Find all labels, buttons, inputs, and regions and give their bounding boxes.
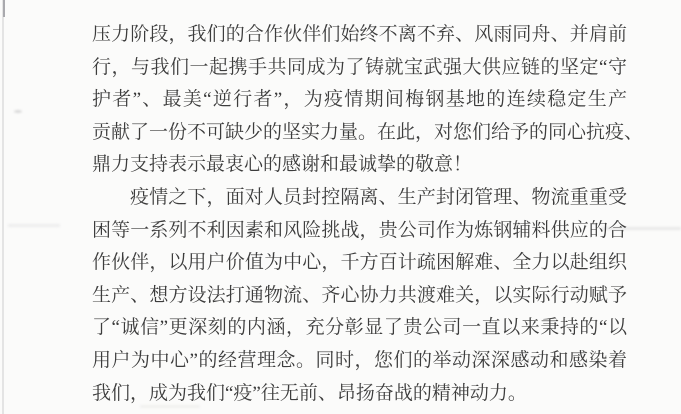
text-line: 了“诚信”更深刻的内涵，充分彰显了贵公司一直以来秉持的“以 xyxy=(92,317,627,339)
text-line: 作伙伴，以用户价值为中心，千方百计疏困解难、全力以赴组织 xyxy=(92,252,627,274)
scan-smudge xyxy=(14,110,22,113)
scanner-edge-line-dark xyxy=(3,0,5,17)
text-line: 疫情之下，面对人员封控隔离、生产封闭管理、物流重重受 xyxy=(130,186,627,208)
scanner-edge-line xyxy=(2,0,4,414)
text-line: 我们，成为我们“疫”往无前、昂扬奋战的精神动力。 xyxy=(92,382,527,404)
text-line: 困等一系列不利因素和风险挑战，贵公司作为炼钢辅料供应的合 xyxy=(92,219,627,241)
letter-body xyxy=(92,19,644,410)
scan-smudge xyxy=(8,224,60,227)
text-line: 生产、想方设法打通物流、齐心协力共渡难关，以实际行动赋予 xyxy=(92,284,627,306)
text-line: 行，与我们一起携手共同成为了铸就宝武强大供应链的坚定“守 xyxy=(92,56,627,78)
text-line: 贡献了一份不可缺少的坚实力量。在此，对您们给予的同心抗疫、 xyxy=(92,121,644,143)
text-line: 鼎力支持表示最衷心的感谢和最诚挚的敬意！ xyxy=(92,154,473,176)
text-line: 压力阶段，我们的合作伙伴们始终不离不弃、风雨同舟、并肩前 xyxy=(92,24,627,45)
text-line: 护者”、最美“逆行者”，为疫情期间梅钢基地的连续稳定生产 xyxy=(92,89,627,111)
text-line: 用户为中心”的经营理念。同时，您们的举动深深感动和感染着 xyxy=(92,349,627,371)
